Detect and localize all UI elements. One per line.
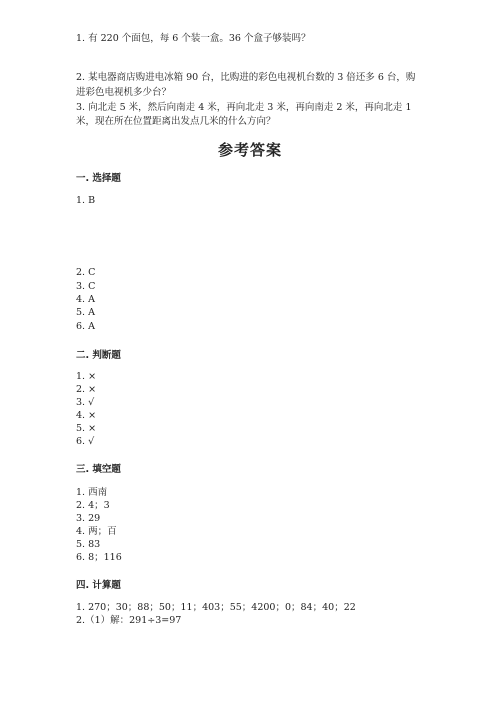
fill-answer-4: 4. 两；百 xyxy=(76,526,117,537)
fill-answer-3: 3. 29 xyxy=(76,513,101,524)
question-2-line-2: 进彩色电视机多少台？ xyxy=(76,87,172,98)
question-3-line-2: 米，现在所在位置距离出发点几米的什么方向？ xyxy=(76,116,276,127)
choice-answer-5: 5. A xyxy=(76,307,95,318)
section-heading-calc: 四. 计算题 xyxy=(76,580,121,591)
question-3-line-1: 3. 向北走 5 米，然后向南走 4 米，再向北走 3 米，再向南走 2 米，再向北走 1 xyxy=(76,102,412,113)
section-heading-fill: 三. 填空题 xyxy=(76,464,121,475)
fill-answer-1: 1. 西南 xyxy=(76,487,108,498)
calc-answer-1: 1. 270；30；88；50；11；403；55；4200；0；84；40；22 xyxy=(76,602,356,613)
judge-answer-2: 2. × xyxy=(76,384,97,395)
fill-answer-2: 2. 4；3 xyxy=(76,500,110,511)
section-heading-judge: 二. 判断题 xyxy=(76,350,121,361)
judge-answer-3: 3. √ xyxy=(76,397,95,408)
choice-answer-6: 6. A xyxy=(76,321,95,332)
choice-answer-1: 1. B xyxy=(76,195,96,206)
choice-answer-3: 3. C xyxy=(76,281,96,292)
judge-answer-1: 1. × xyxy=(76,371,97,382)
question-1: 1. 有 220 个面包，每 6 个装一盒。36 个盒子够装吗？ xyxy=(76,33,311,44)
calc-answer-2: 2.（1）解：291÷3=97 xyxy=(76,615,182,626)
judge-answer-6: 6. √ xyxy=(76,436,95,447)
section-heading-choice: 一. 选择题 xyxy=(76,173,121,184)
question-2-line-1: 2. 某电器商店购进电冰箱 90 台，比购进的彩色电视机台数的 3 倍还多 6 台，购 xyxy=(76,72,416,83)
fill-answer-5: 5. 83 xyxy=(76,539,101,550)
judge-answer-5: 5. × xyxy=(76,423,97,434)
choice-answer-2: 2. C xyxy=(76,267,96,278)
choice-answer-4: 4. A xyxy=(76,294,95,305)
answer-title: 参考答案 xyxy=(217,141,282,159)
judge-answer-4: 4. × xyxy=(76,410,97,421)
fill-answer-6: 6. 8；116 xyxy=(76,552,122,563)
